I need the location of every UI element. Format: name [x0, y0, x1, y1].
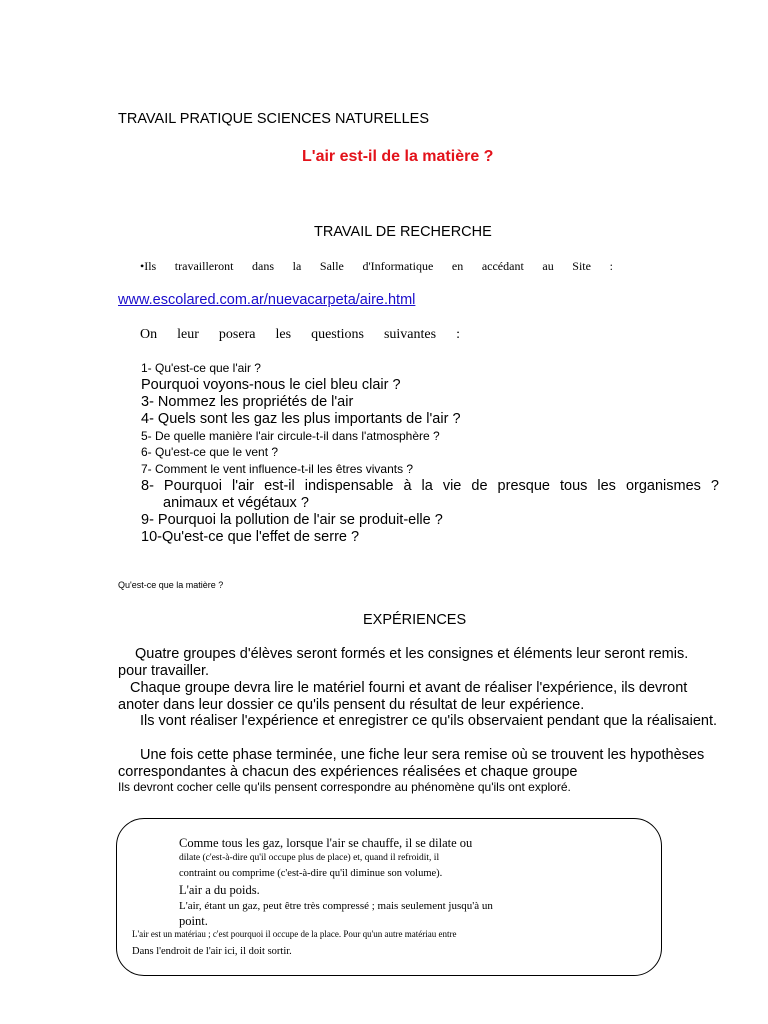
question-1: 1- Qu'est-ce que l'air ?	[141, 361, 261, 375]
question-9: 9- Pourquoi la pollution de l'air se produit-elle ?	[141, 512, 443, 528]
experiences-paragraph-5: Ils devront cocher celle qu'ils pensent correspondre au phénomène qu'ils ont exploré.	[118, 780, 571, 794]
intro-word: :	[456, 327, 460, 342]
experiences-paragraph-1: Quatre groupes d'élèves seront formés et les consignes et éléments leur seront remis. pour travailler.	[118, 646, 689, 679]
bullet-word: Site	[572, 259, 591, 273]
box-line-4: L'air a du poids.	[179, 883, 260, 897]
box-line-8: Dans l'endroit de l'air ici, il doit sortir.	[132, 946, 292, 957]
bullet-word: travailleront	[174, 259, 234, 273]
box-line-7: L'air est un matériau ; c'est pourquoi il occupe de la place. Pour qu'un autre matériau entre	[132, 929, 457, 939]
document-title: TRAVAIL PRATIQUE SCIENCES NATURELLES	[118, 111, 430, 127]
intro-word: posera	[218, 327, 256, 342]
box-line-5: L'air, étant un gaz, peut être très compressé ; mais seulement jusqu'à un	[179, 900, 493, 912]
matter-note: Qu'est-ce que la matière ?	[118, 580, 224, 590]
bullet-word: la	[292, 259, 302, 273]
experiences-heading: EXPÉRIENCES	[363, 612, 467, 628]
bullet-word: accédant	[481, 259, 524, 273]
site-link[interactable]: www.escolared.com.ar/nuevacarpeta/aire.html	[118, 292, 416, 308]
intro-word: questions	[311, 327, 364, 342]
bullet-word: au	[542, 259, 554, 273]
question-7: 7- Comment le vent influence-t-il les êtres vivants ?	[141, 462, 414, 476]
intro-word: les	[275, 327, 292, 342]
box-line-1: Comme tous les gaz, lorsque l'air se chauffe, il se dilate ou	[179, 836, 473, 850]
bullet-word: d'Informatique	[362, 259, 434, 273]
box-line-2: dilate (c'est-à-dire qu'il occupe plus de place) et, quand il refroidit, il	[179, 853, 440, 863]
box-line-3: contraint ou comprime (c'est-à-dire qu'il diminue son volume).	[179, 868, 443, 879]
question-8: 8- Pourquoi l'air est-il indispensable à la vie de presque tous les organismes ?	[141, 478, 719, 494]
bullet-word: dans	[252, 259, 275, 273]
question-4: 4- Quels sont les gaz les plus importants de l'air ?	[141, 411, 461, 427]
intro-word: On	[140, 327, 158, 342]
questions-intro	[140, 327, 460, 343]
question-2: Pourquoi voyons-nous le ciel bleu clair ?	[141, 377, 401, 393]
research-bullet-line	[140, 259, 613, 274]
experiences-paragraph-4: Une fois cette phase terminée, une fiche leur sera remise où se trouvent les hypothèses correspondantes à chacun des expériences réalisées et chaque groupe	[118, 747, 705, 780]
bullet-word: •Ils	[140, 259, 157, 273]
question-8-continued: animaux et végétaux ?	[163, 495, 309, 511]
document-subtitle: L'air est-il de la matière ?	[302, 148, 494, 165]
question-5: 5- De quelle manière l'air circule-t-il dans l'atmosphère ?	[141, 429, 440, 443]
bullet-word: en	[451, 259, 464, 273]
experiences-paragraph-3: Ils vont réaliser l'expérience et enregistrer ce qu'ils observaient pendant que la réalisaient.	[140, 713, 717, 729]
intro-word: leur	[177, 327, 199, 342]
research-heading: TRAVAIL DE RECHERCHE	[314, 224, 492, 240]
question-3: 3- Nommez les propriétés de l'air	[141, 394, 354, 410]
intro-word: suivantes	[383, 327, 437, 342]
question-6: 6- Qu'est-ce que le vent ?	[141, 445, 279, 459]
bullet-word: Salle	[319, 259, 344, 273]
box-line-6: point.	[179, 914, 208, 928]
experiences-paragraph-2: Chaque groupe devra lire le matériel fourni et avant de réaliser l'expérience, ils devront anoter dans leur dossier ce qu'ils pensent du résultat de leur expérience.	[118, 680, 688, 713]
question-10: 10-Qu'est-ce que l'effet de serre ?	[141, 529, 360, 545]
bullet-word: :	[609, 259, 613, 273]
